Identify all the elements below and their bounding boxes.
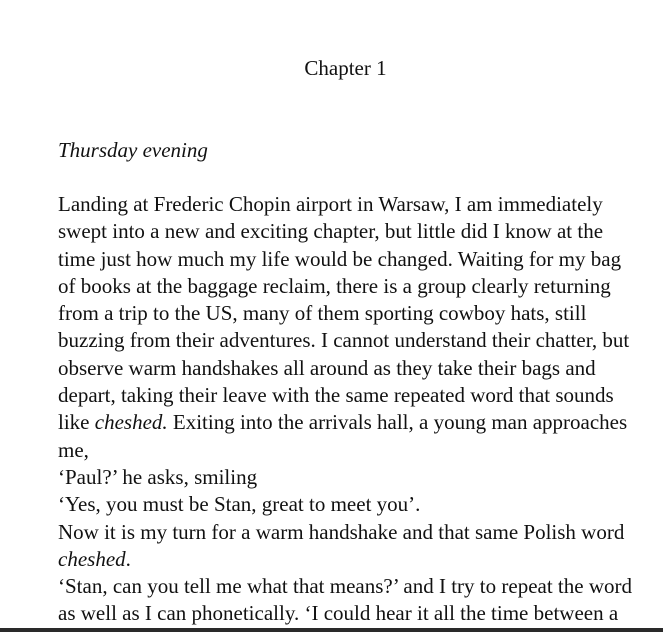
- text-line: ‘Stan, can you tell me what that means?’ and I try to repeat the word: [58, 574, 632, 599]
- section-heading: Thursday evening: [58, 138, 208, 162]
- text-line: ‘Yes, you must be Stan, great to meet you’.: [58, 492, 421, 517]
- text-line: buzzing from their adventures. I cannot understand their chatter, but: [58, 328, 630, 353]
- text-line: as well as I can phonetically. ‘I could hear it all the time between a: [58, 601, 619, 626]
- text-line: cheshed.: [58, 546, 131, 571]
- text-line: Landing at Frederic Chopin airport in Warsaw, I am immediately: [58, 192, 603, 216]
- text-line: swept into a new and exciting chapter, but little did I know at the: [58, 219, 604, 244]
- text-line: observe warm handshakes all around as they take their bags and: [58, 355, 596, 380]
- chapter-title: Chapter 1: [304, 56, 387, 80]
- text-line: time just how much my life would be changed. Waiting for my bag: [58, 246, 622, 271]
- text-line: ‘Paul?’ he asks, smiling: [58, 464, 258, 489]
- text-line: Now it is my turn for a warm handshake and that same Polish word: [58, 519, 625, 544]
- text-line: depart, taking their leave with the same repeated word that sounds: [58, 383, 614, 408]
- text-line: of books at the baggage reclaim, there is a group clearly returning: [58, 273, 611, 298]
- bottom-edge-divider: [0, 628, 663, 632]
- text-line: me,: [58, 437, 89, 462]
- text-line: from a trip to the US, many of them sporting cowboy hats, still: [58, 301, 587, 326]
- text-line: like cheshed. Exiting into the arrivals hall, a young man approaches: [58, 410, 628, 435]
- body-text: [58, 191, 658, 628]
